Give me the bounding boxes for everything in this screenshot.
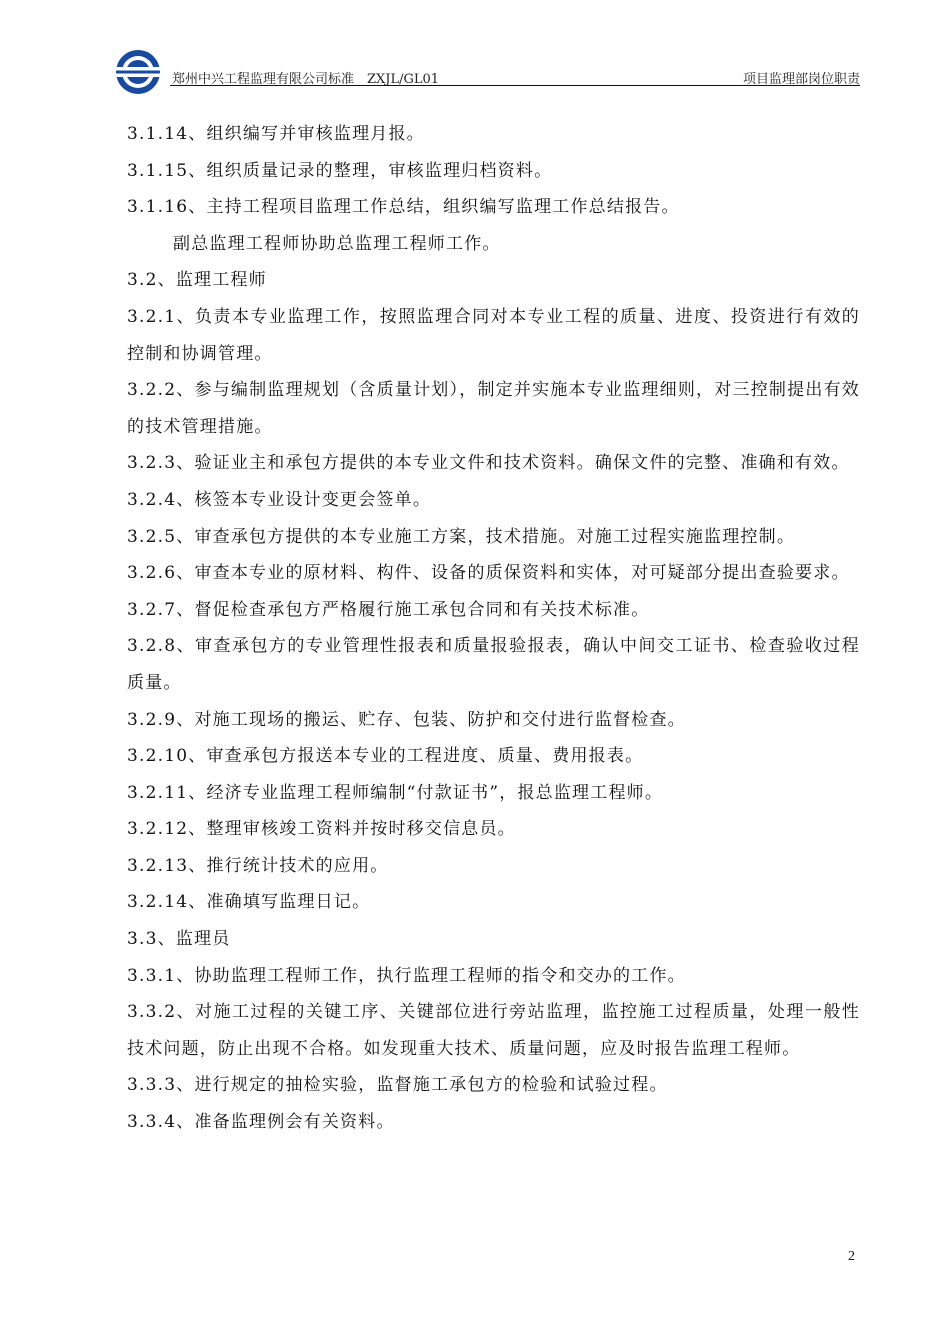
paragraph: 3.2.12、整理审核竣工资料并按时移交信息员。 [127,819,516,840]
paragraph: 3.2.11、经济专业监理工程师编制“付款证书”，报总监理工程师。 [127,782,664,803]
page-header [114,46,860,96]
paragraph: 3.3.4、准备监理例会有关资料。 [127,1112,395,1133]
paragraph: 3.2.10、审查承包方报送本专业的工程进度、质量、费用报表。 [127,746,644,767]
paragraph: 3.1.16、主持工程项目监理工作总结，组织编写监理工作总结报告。 [127,197,680,218]
page-number: 2 [848,1249,855,1264]
paragraph: 3.2.6、审查本专业的原材料、构件、设备的质保资料和实体，对可疑部分提出查验要求。 [127,563,850,584]
document-body [127,116,860,1141]
paragraph: 3.2.1、负责本专业监理工作，按照监理合同对本专业工程的质量、进度、投资进行有效的控制和协调管理。 [127,306,860,364]
header-company-standard: 郑州中兴工程监理有限公司标准 ZXJL/GL01 [172,72,440,87]
paragraph: 3.2.9、对施工现场的搬运、贮存、包装、防护和交付进行监督检查。 [127,709,686,730]
company-logo-icon [114,48,162,96]
paragraph: 3.2.14、准确填写监理日记。 [127,892,371,913]
section-heading: 3.3、监理员 [127,929,231,950]
paragraph: 3.2.8、审查承包方的专业管理性报表和质量报验报表，确认中间交工证书、检查验收过程质量。 [127,636,860,693]
paragraph: 3.2.7、督促检查承包方严格履行施工承包合同和有关技术标准。 [127,599,650,620]
paragraph: 3.3.1、协助监理工程师工作，执行监理工程师的指令和交办的工作。 [127,965,686,986]
paragraph: 3.2.4、核签本专业设计变更会签单。 [127,489,432,510]
paragraph: 3.1.14、组织编写并审核监理月报。 [127,124,425,144]
paragraph: 3.2.5、审查承包方提供的本专业施工方案，技术措施。对施工过程实施监理控制。 [127,526,796,547]
paragraph: 3.3.2、对施工过程的关键工序、关键部位进行旁站监理，监控施工过程质量，处理一般性技术问题，防止出现不合格。如发现重大技术、质量问题，应及时报告监理工程师。 [127,1002,860,1059]
header-section-title: 项目监理部岗位职责 [742,72,860,87]
section-heading: 3.2、监理工程师 [127,270,267,291]
paragraph: 3.1.15、组织质量记录的整理，审核监理归档资料。 [127,160,553,181]
paragraph: 3.2.3、验证业主和承包方提供的本专业文件和技术资料。确保文件的完整、准确和有效。 [127,453,850,474]
paragraph: 3.2.13、推行统计技术的应用。 [127,855,389,876]
paragraph: 副总监理工程师协助总监理工程师工作。 [173,233,501,254]
header-divider [170,85,860,86]
paragraph: 3.3.3、进行规定的抽检实验，监督施工承包方的检验和试验过程。 [127,1075,668,1096]
paragraph: 3.2.2、参与编制监理规划（含质量计划），制定并实施本专业监理细则，对三控制提出有效的技术管理措施。 [127,380,860,437]
